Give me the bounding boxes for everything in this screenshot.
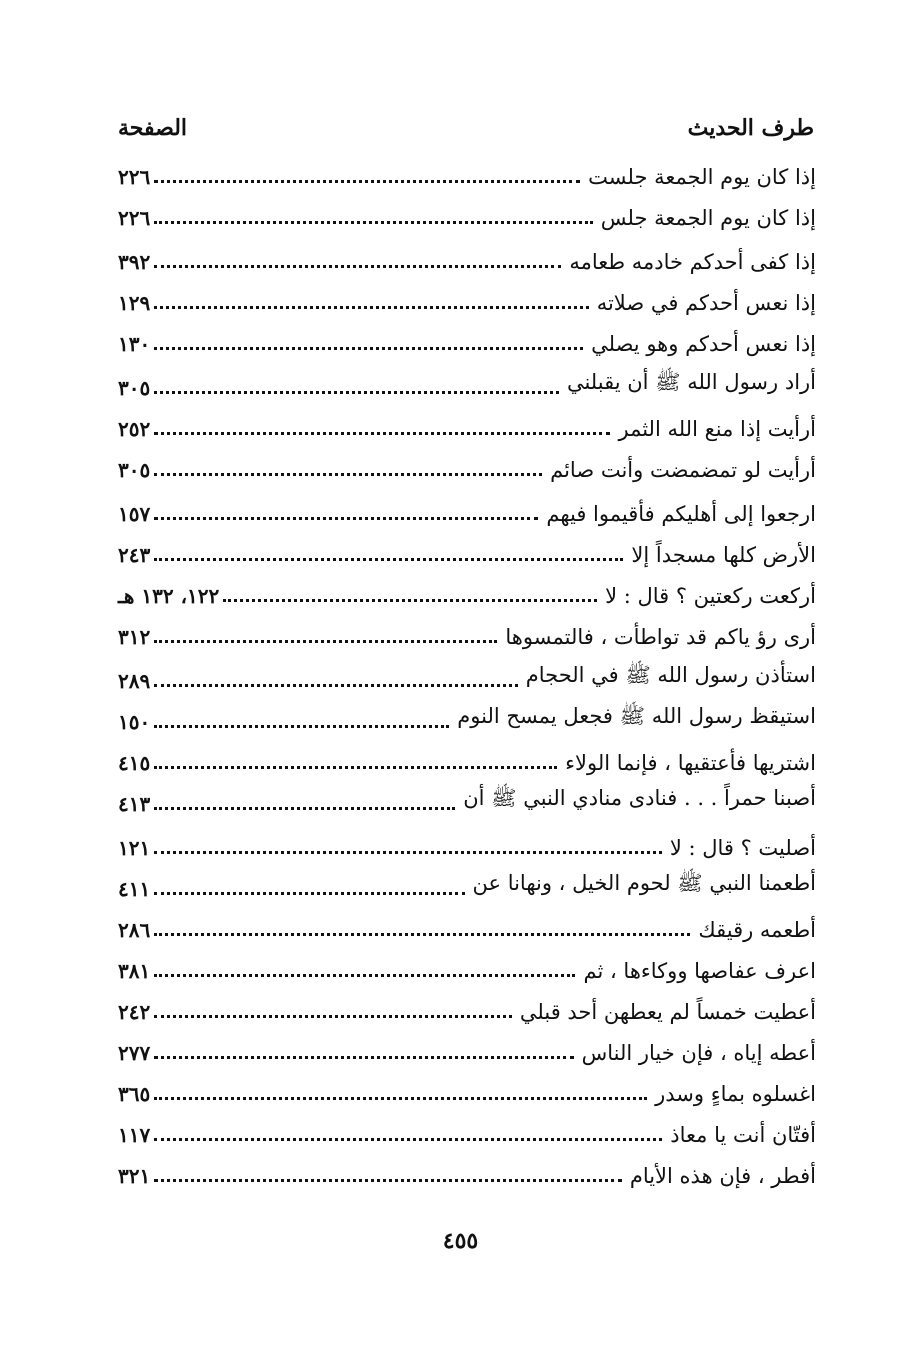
index-entry bbox=[118, 191, 816, 232]
index-entry bbox=[118, 487, 816, 528]
index-entry bbox=[118, 235, 816, 276]
leader-dots bbox=[154, 892, 464, 895]
entry-page-number: ٢٢٦ bbox=[118, 206, 151, 230]
entry-page-number: ٢٤٣ bbox=[118, 543, 151, 567]
entry-text: استأذن رسول الله ﷺ في الحجام bbox=[525, 663, 816, 687]
index-entry bbox=[118, 862, 816, 903]
entry-text: أفطر ، فإن هذه الأيام bbox=[629, 1164, 816, 1188]
index-entry bbox=[118, 317, 816, 358]
entry-text: استيقظ رسول الله ﷺ فجعل يمسح النوم bbox=[457, 704, 816, 728]
entry-page-number: ٢٨٩ bbox=[118, 669, 151, 693]
entry-page-number: ١٥٧ bbox=[118, 502, 151, 526]
entry-text: أرأيت إذا منع الله الثمر bbox=[618, 417, 816, 441]
index-entry bbox=[118, 1067, 816, 1108]
index-entry bbox=[118, 654, 816, 695]
entry-page-number: ١٢٩ bbox=[118, 291, 151, 315]
entry-text: أطعمه رقيقك bbox=[698, 918, 816, 942]
leader-dots bbox=[154, 1097, 647, 1100]
leader-dots bbox=[223, 599, 597, 602]
leader-dots bbox=[154, 1056, 573, 1059]
entry-text: اغسلوه بماءٍ وسدر bbox=[655, 1082, 816, 1106]
entry-page-number: ٢٤٢ bbox=[118, 1000, 151, 1024]
index-entry bbox=[118, 528, 816, 569]
leader-dots bbox=[154, 807, 455, 810]
entry-page-number: ٢٥٢ bbox=[118, 417, 151, 441]
index-entry bbox=[118, 443, 816, 484]
index-entry bbox=[118, 736, 816, 777]
index-entry bbox=[118, 1026, 816, 1067]
leader-dots bbox=[154, 1015, 512, 1018]
entry-page-number: ١٢١ bbox=[118, 836, 151, 860]
leader-dots bbox=[154, 473, 542, 476]
entry-text: أرى رؤ ياكم قد تواطأت ، فالتمسوها bbox=[505, 625, 816, 649]
entry-text: أرأيت لو تمضمضت وأنت صائم bbox=[550, 458, 816, 482]
leader-dots bbox=[154, 517, 538, 520]
leader-dots bbox=[154, 347, 583, 350]
index-header bbox=[118, 110, 814, 146]
index-entry bbox=[118, 276, 816, 317]
index-entry bbox=[118, 361, 816, 402]
leader-dots bbox=[154, 432, 610, 435]
leader-dots bbox=[154, 1138, 662, 1141]
entry-page-number: ٤١٣ bbox=[118, 792, 151, 816]
leader-dots bbox=[154, 1179, 622, 1182]
leader-dots bbox=[154, 933, 690, 936]
entry-text: أعطه إياه ، فإن خيار الناس bbox=[581, 1041, 816, 1065]
entry-page-number: ٣٩٢ bbox=[118, 250, 151, 274]
entry-text: أعطيت خمساً لم يعطهن أحد قبلي bbox=[519, 1000, 816, 1024]
index-entry bbox=[118, 777, 816, 818]
leader-dots bbox=[154, 180, 580, 183]
leader-dots bbox=[154, 684, 518, 687]
entry-text: ارجعوا إلى أهليكم فأقيموا فيهم bbox=[546, 502, 816, 526]
entry-text: اشتريها فأعتقيها ، فإنما الولاء bbox=[565, 751, 816, 775]
entry-text: إذا كفى أحدكم خادمه طعامه bbox=[569, 250, 816, 274]
index-entry bbox=[118, 569, 816, 610]
entry-page-number: ٣٦٥ bbox=[118, 1082, 151, 1106]
entry-text: أطعمنا النبي ﷺ لحوم الخيل ، ونهانا عن bbox=[472, 871, 816, 895]
page-folio-number: ٤٥٥ bbox=[442, 1228, 479, 1254]
entry-page-number: ٣٨١ bbox=[118, 959, 151, 983]
entry-page-number: ٣٠٥ bbox=[118, 458, 151, 482]
entry-page-number: ١٣٠ bbox=[118, 332, 151, 356]
leader-dots bbox=[154, 265, 561, 268]
entry-text: إذا كان يوم الجمعة جلس bbox=[600, 206, 816, 230]
entry-text: الأرض كلها مسجداً إلا bbox=[631, 543, 816, 567]
index-entry bbox=[118, 150, 816, 191]
index-entry bbox=[118, 610, 816, 651]
entry-page-number: ٣٢١ bbox=[118, 1164, 151, 1188]
entry-page-number: ٣٠٥ bbox=[118, 376, 151, 400]
entry-page-number: ٣١٢ bbox=[118, 625, 151, 649]
entry-page-number: ٤١١ bbox=[118, 877, 151, 901]
leader-dots bbox=[154, 974, 575, 977]
entry-page-number: ١٥٠ bbox=[118, 710, 151, 734]
leader-dots bbox=[154, 725, 449, 728]
leader-dots bbox=[154, 558, 623, 561]
entry-text: أفتّان أنت يا معاذ bbox=[670, 1123, 816, 1147]
index-entry bbox=[118, 695, 816, 736]
index-entry bbox=[118, 821, 816, 862]
entry-text: أصبنا حمراً . . . فنادى منادي النبي ﷺ أن bbox=[463, 786, 816, 810]
entry-page-number: ١١٧ bbox=[118, 1123, 151, 1147]
entry-page-number: ٤١٥ bbox=[118, 751, 151, 775]
leader-dots bbox=[154, 391, 559, 394]
index-entry bbox=[118, 1108, 816, 1149]
leader-dots bbox=[154, 766, 557, 769]
entry-text: أركعت ركعتين ؟ قال : لا bbox=[605, 584, 816, 608]
entry-text: اعرف عفاصها ووكاءها ، ثم bbox=[583, 959, 816, 983]
leader-dots bbox=[154, 640, 497, 643]
index-entry bbox=[118, 402, 816, 443]
entry-text: أراد رسول الله ﷺ أن يقبلني bbox=[566, 370, 816, 394]
entry-page-number: ٢٨٦ bbox=[118, 918, 151, 942]
leader-dots bbox=[154, 221, 593, 224]
index-entry bbox=[118, 903, 816, 944]
leader-dots bbox=[154, 306, 588, 309]
leader-dots bbox=[154, 851, 662, 854]
column-title-hadith: طرف الحديث bbox=[687, 115, 814, 141]
entry-text: أصليت ؟ قال : لا bbox=[669, 836, 816, 860]
index-entries bbox=[118, 150, 816, 1190]
index-entry bbox=[118, 944, 816, 985]
index-entry bbox=[118, 985, 816, 1026]
entry-page-number: ٢٧٧ bbox=[118, 1041, 151, 1065]
index-entry bbox=[118, 1149, 816, 1190]
entry-text: إذا نعس أحدكم وهو يصلي bbox=[591, 332, 816, 356]
entry-text: إذا نعس أحدكم في صلاته bbox=[596, 291, 816, 315]
entry-page-number: ١٢٢، ١٣٢ هـ bbox=[118, 584, 220, 608]
column-title-page: الصفحة bbox=[118, 115, 188, 141]
entry-text: إذا كان يوم الجمعة جلست bbox=[588, 165, 816, 189]
entry-page-number: ٢٢٦ bbox=[118, 165, 151, 189]
